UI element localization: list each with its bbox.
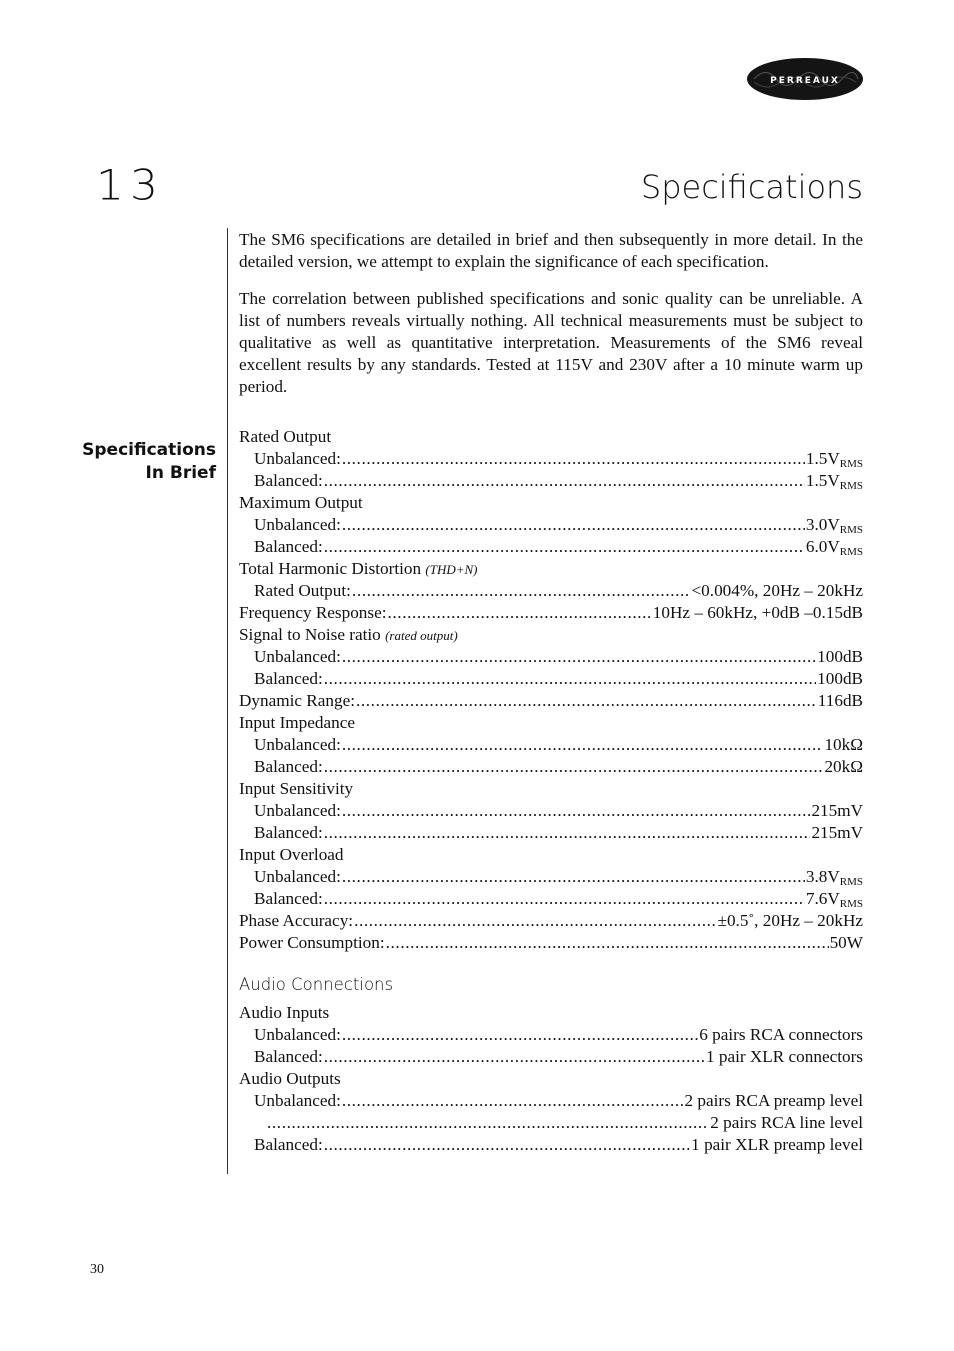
spec-value: $3.0V_{RMS}$: [805, 515, 863, 536]
spec-label: Unbalanced:: [254, 867, 341, 886]
spec-label: Dynamic Range:: [239, 691, 355, 710]
dot-leader: [342, 734, 824, 756]
spec-row: [239, 932, 863, 954]
spec-value: 116dB: [817, 691, 863, 710]
spec-value: 10Hz – 60kHz, +0dB –0.15dB: [652, 603, 863, 622]
spec-value: $1.5V_{RMS}$: [805, 471, 863, 492]
spec-value: 1 pair XLR preamp level: [691, 1135, 863, 1154]
spec-label: Rated Output:: [254, 581, 351, 600]
chapter-title: Specifications: [640, 168, 863, 206]
spec-value: 50W: [829, 933, 863, 952]
spec-row: [239, 602, 863, 624]
spec-label: Unbalanced:: [254, 1091, 341, 1110]
dot-leader: [324, 470, 805, 492]
spec-row: [239, 910, 863, 932]
spec-label: Unbalanced:: [254, 735, 341, 754]
spec-group-title: Input Impedance: [239, 713, 355, 732]
spec-label: Unbalanced:: [254, 801, 341, 820]
spec-value: $3.8V_{RMS}$: [805, 867, 863, 888]
spec-value: $6.0V_{RMS}$: [805, 537, 863, 558]
perreaux-logo: [746, 56, 864, 102]
spec-value: 100dB: [817, 647, 863, 666]
spec-group-title: Audio Outputs: [239, 1069, 341, 1088]
spec-row: [239, 580, 863, 602]
dot-leader: [388, 602, 652, 624]
dot-leader: [342, 1090, 684, 1112]
main-content: [239, 229, 863, 1156]
spec-label: Unbalanced:: [254, 1025, 341, 1044]
spec-row: [239, 1134, 863, 1156]
spec-row: [239, 646, 863, 668]
spec-row: [239, 734, 863, 756]
spec-label: Phase Accuracy:: [239, 911, 354, 930]
spec-row: [239, 514, 863, 536]
spec-note: (rated output): [385, 628, 458, 643]
dot-leader: [324, 1134, 690, 1156]
spec-row: [239, 1090, 863, 1112]
spec-group-title: Input Sensitivity: [239, 779, 354, 798]
dot-leader: [342, 646, 816, 668]
spec-label: Frequency Response:: [239, 603, 387, 622]
dot-leader: [386, 932, 829, 954]
spec-row: [239, 1112, 863, 1134]
spec-value: 100dB: [817, 669, 863, 688]
spec-group-title: Audio Inputs: [239, 1003, 330, 1022]
spec-label: Balanced:: [254, 823, 323, 842]
dot-leader: [356, 690, 817, 712]
dot-leader: [324, 756, 824, 778]
dot-leader: [267, 1112, 709, 1134]
intro-paragraph-2: The correlation between published specifications and sonic quality can be unreliable. A list of numbers reveals virtually nothing. All technical measurements must be subject to qualitative as well as quantitative interpretation. Measurements of the SM6 reveal excellent results by any standards. Tested at 115V and 230V after a 10 minute warm up period.: [239, 289, 863, 396]
spec-row: [239, 448, 863, 470]
intro-paragraph-1: The SM6 specifications are detailed in brief and then subsequently in more detail. In the detailed version, we attempt to explain the significance of each specification.: [239, 230, 863, 271]
spec-value: <0.004%, 20Hz – 20kHz: [691, 581, 863, 600]
spec-label: Unbalanced:: [254, 515, 341, 534]
page-number: 30: [90, 1262, 104, 1277]
spec-row: [239, 756, 863, 778]
chapter-number: 13: [96, 161, 164, 210]
spec-group-title: Input Overload: [239, 845, 344, 864]
dot-leader: [342, 514, 805, 536]
spec-label: Power Consumption:: [239, 933, 385, 952]
spec-label: Unbalanced:: [254, 647, 341, 666]
dot-leader: [324, 1046, 705, 1068]
spec-value: 2 pairs RCA preamp level: [684, 1091, 863, 1110]
logo-text: PERREAUX: [770, 76, 840, 86]
spec-label: Balanced:: [254, 471, 323, 490]
spec-label: Balanced:: [254, 537, 323, 556]
spec-row: [239, 668, 863, 690]
spec-value: 6 pairs RCA connectors: [699, 1025, 863, 1044]
spec-row: [239, 888, 863, 910]
spec-value: 1 pair XLR connectors: [705, 1047, 863, 1066]
spec-row: [239, 822, 863, 844]
spec-note: (THD+N): [425, 562, 478, 577]
spec-value: 2 pairs RCA line level: [710, 1113, 863, 1132]
spec-row: [239, 690, 863, 712]
dot-leader: [354, 910, 716, 932]
side-heading-line-2: In Brief: [145, 463, 216, 483]
dot-leader: [324, 668, 816, 690]
spec-group-title: Signal to Noise ratio (rated output): [239, 625, 458, 644]
spec-value: 20kΩ: [824, 757, 863, 776]
spec-value: $7.6V_{RMS}$: [805, 889, 863, 910]
spec-label: Balanced:: [254, 669, 323, 688]
spec-value: ±0.5˚, 20Hz – 20kHz: [717, 911, 863, 930]
side-heading-line-1: Specifications: [82, 440, 216, 460]
spec-value: 215mV: [811, 801, 863, 820]
dot-leader: [324, 822, 811, 844]
dot-leader: [324, 888, 805, 910]
dot-leader: [352, 580, 691, 602]
dot-leader: [342, 1024, 698, 1046]
spec-value: $1.5V_{RMS}$: [805, 449, 863, 470]
spec-row: [239, 1046, 863, 1068]
vertical-rule: [227, 228, 228, 1174]
side-heading: [82, 439, 216, 485]
spec-row: [239, 866, 863, 888]
spec-group-title: Maximum Output: [239, 493, 363, 512]
spec-label: Balanced:: [254, 889, 323, 908]
spec-group-title: Rated Output: [239, 427, 332, 446]
dot-leader: [342, 866, 805, 888]
dot-leader: [324, 536, 805, 558]
dot-leader: [342, 448, 805, 470]
spec-label: Unbalanced:: [254, 449, 341, 468]
specs-list: [239, 426, 863, 1156]
spec-label: Balanced:: [254, 1135, 323, 1154]
spec-row: [239, 536, 863, 558]
spec-label: Balanced:: [254, 1047, 323, 1066]
spec-row: [239, 1024, 863, 1046]
audio-connections-heading: Audio Connections: [239, 975, 394, 994]
spec-group-title: Total Harmonic Distortion (THD+N): [239, 559, 478, 578]
spec-label: Balanced:: [254, 757, 323, 776]
spec-row: [239, 800, 863, 822]
spec-row: [239, 470, 863, 492]
dot-leader: [342, 800, 811, 822]
spec-value: 215mV: [811, 823, 863, 842]
spec-value: 10kΩ: [824, 735, 863, 754]
